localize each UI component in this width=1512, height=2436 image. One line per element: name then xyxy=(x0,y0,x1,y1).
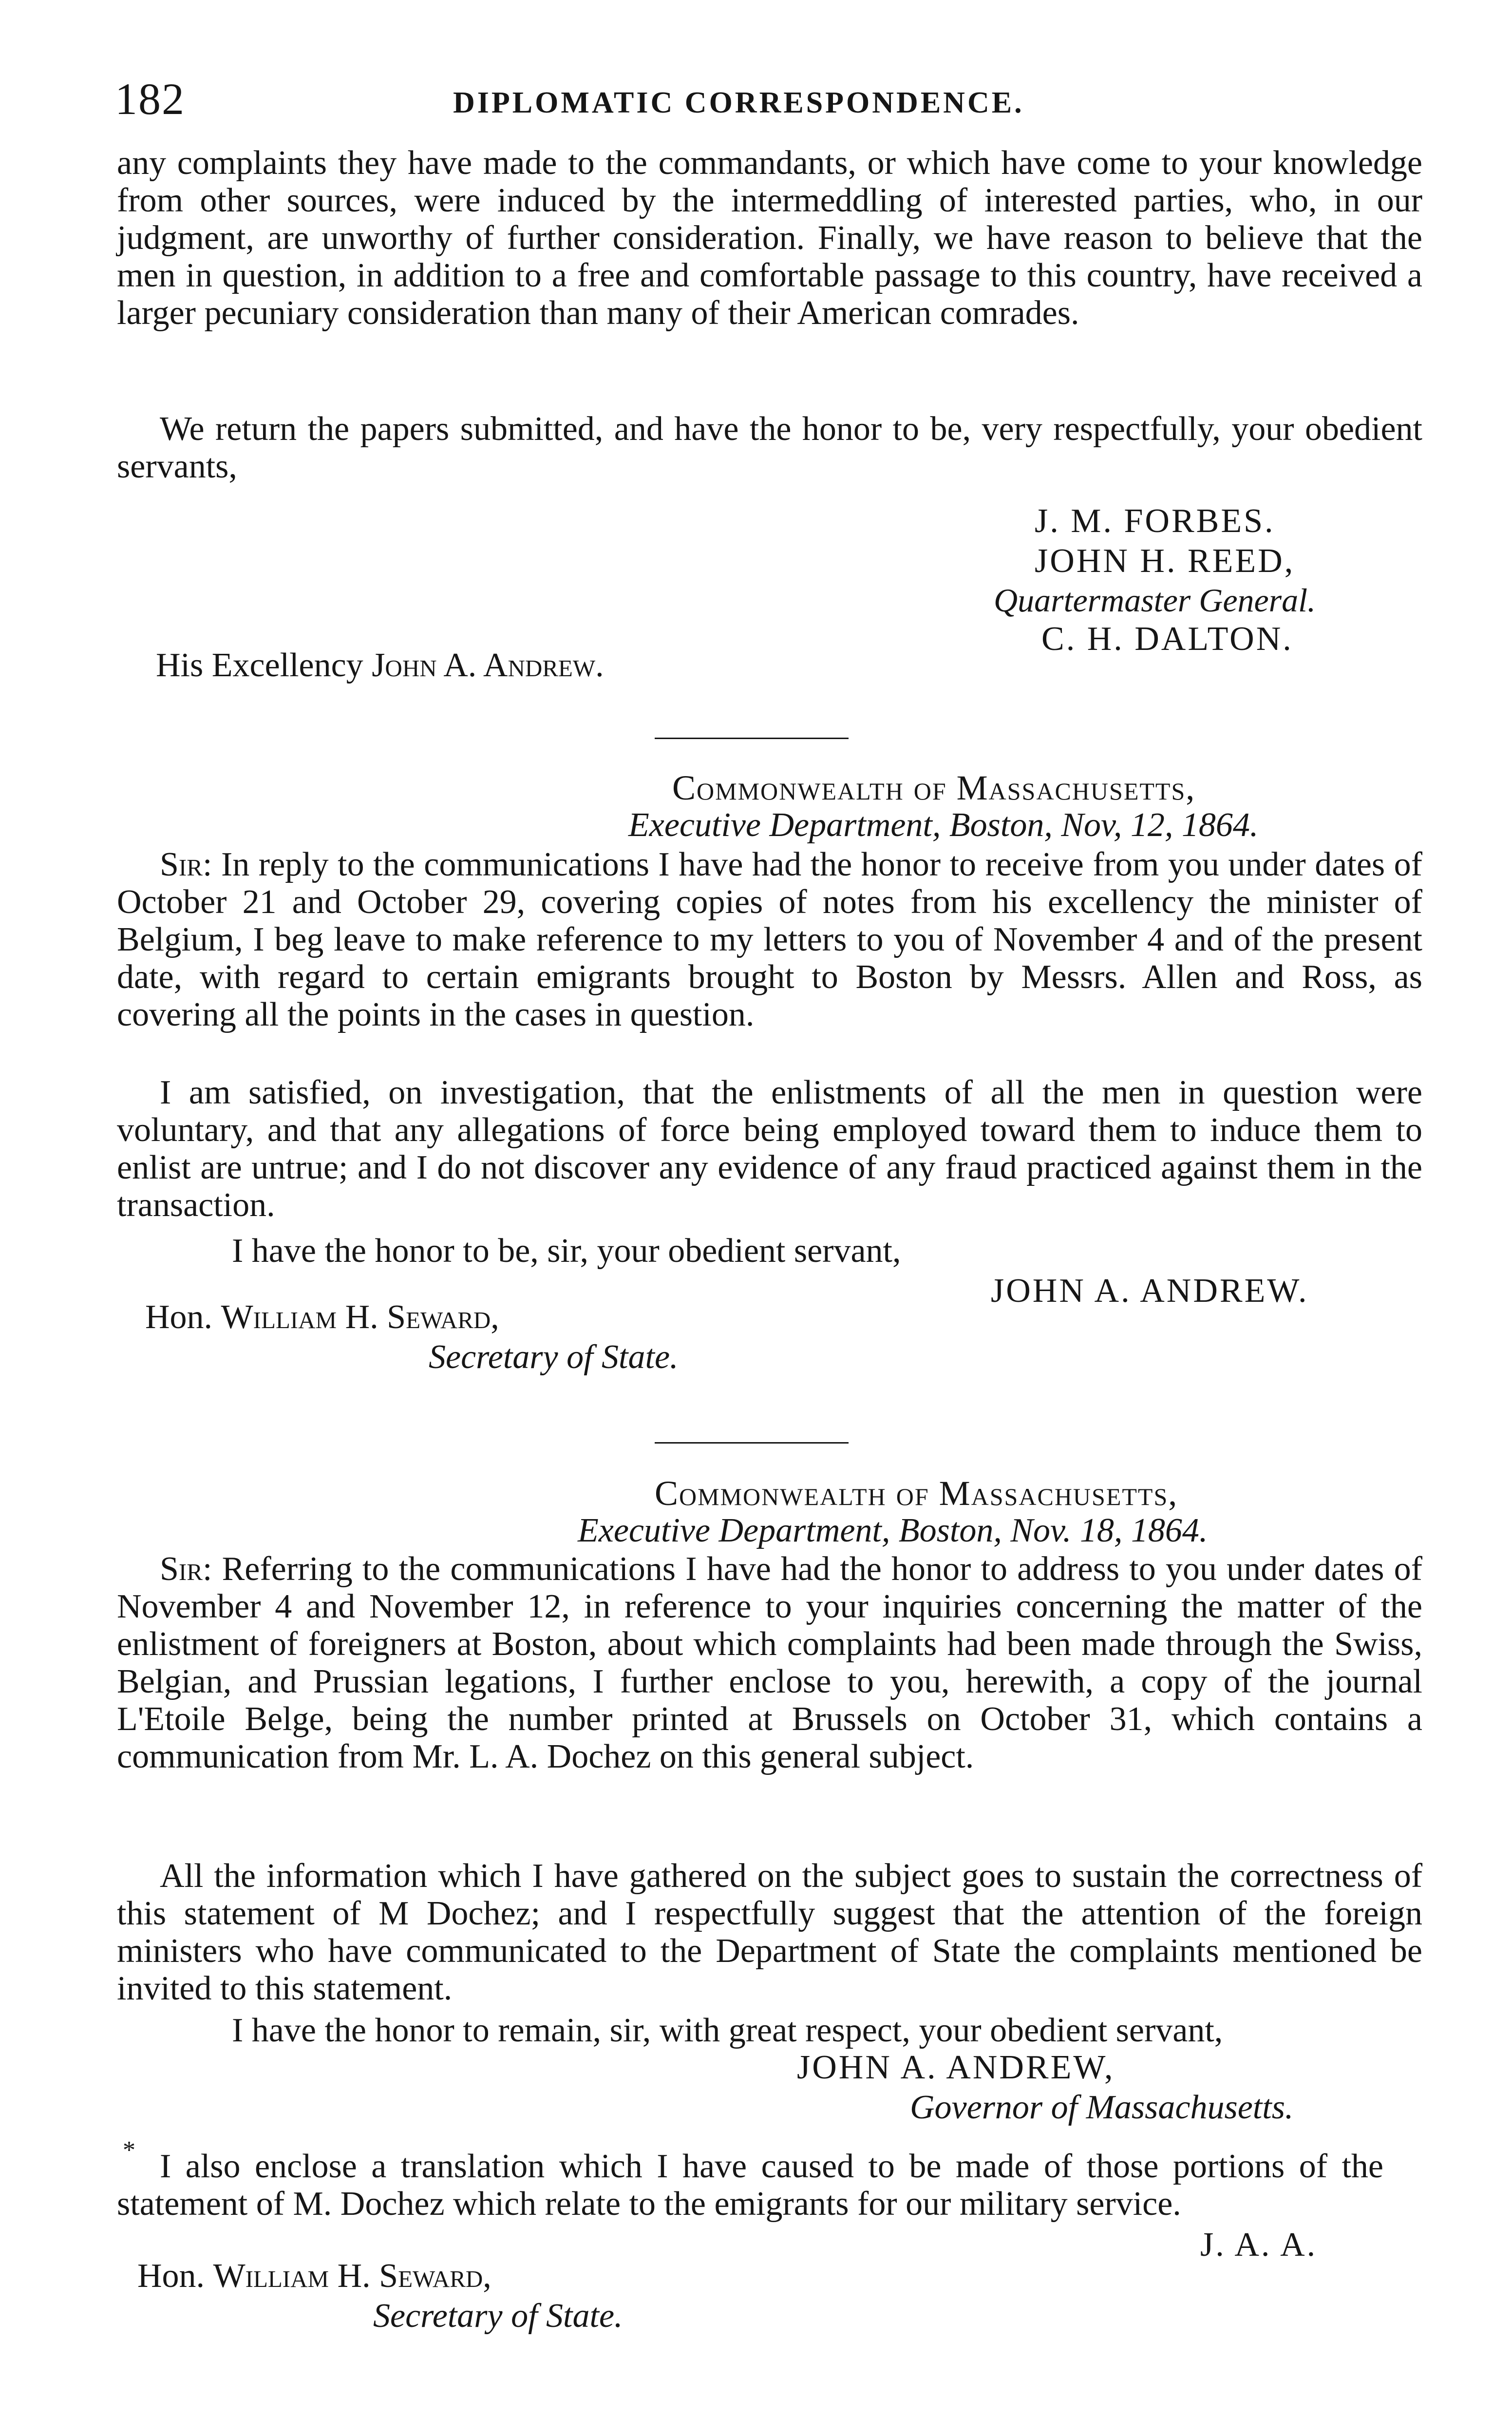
postscript-mark: * xyxy=(123,2136,135,2164)
letter3-paragraph1 xyxy=(117,1550,1422,1775)
salutation: Sir xyxy=(160,1550,203,1588)
running-title: DIPLOMATIC CORRESPONDENCE. xyxy=(453,86,1024,119)
letter3-initials: J. A. A. xyxy=(1200,2226,1318,2264)
signatory-reed: JOHN H. REED, xyxy=(1035,542,1295,580)
letter3-heading: Commonwealth of Massachusetts, xyxy=(655,1474,1178,1513)
letter3-closing: I have the honor to remain, sir, with great respect, your obedient servant, xyxy=(232,2012,1223,2049)
letter3-addressee xyxy=(137,2257,491,2296)
letter2-addressee-title: Secretary of State. xyxy=(429,1338,679,1376)
letter3-paragraph1-text: : Referring to the communications I have had the honor to address to you under dates of November 4 and November 12, in reference to your inquiries concerning the matter of the enlistment of foreigners at Boston, about which complaints had been made through the Swiss, Belgian, and Prussian legations, I further enclose to you, herewith, a copy of the journal L'Etoile Belge, being the number printed at Brussels on October 31, which contains a communication from Mr. L. A. Dochez on this general subject. xyxy=(117,1550,1422,1775)
letter1-addressee xyxy=(156,646,604,685)
letter1-paragraph1: any complaints they have made to the commandants, or which have come to your knowledge from other sources, were induced by the intermeddling of interested parties, who, in our judgment, are unworthy of further consideration. Finally, we have reason to believe that the men in question, in addition to a free and comfortable passage to this country, have received a larger pecuniary consideration than many of their American comrades. xyxy=(117,144,1422,332)
section-divider xyxy=(655,738,849,739)
addressee-name: John A. Andrew. xyxy=(372,647,604,684)
letter2-heading: Commonwealth of Massachusetts, xyxy=(672,768,1196,807)
addressee-name: William H. Seward, xyxy=(213,2257,491,2295)
letter2-signature: JOHN A. ANDREW. xyxy=(991,1272,1309,1310)
signatory-reed-title: Quartermaster General. xyxy=(994,582,1316,619)
signatory-forbes: J. M. FORBES. xyxy=(1035,502,1275,540)
addressee-prefix: His Excellency xyxy=(156,647,372,684)
letter3-paragraph2: All the information which I have gathered on the subject goes to sustain the correctness of this statement of M Dochez; and I respectfully suggest that the attention of the foreign ministers who have communicated to the Department of State the complaints mentioned be invited to this statement. xyxy=(117,1857,1422,2007)
letter1-paragraph2: We return the papers submitted, and have the honor to be, very respectfully, your obedient servants, xyxy=(117,410,1422,485)
salutation: Sir xyxy=(160,846,203,883)
signatory-dalton: C. H. DALTON. xyxy=(1041,620,1293,658)
page-number: 182 xyxy=(115,74,185,124)
letter3-addressee-title: Secretary of State. xyxy=(373,2297,623,2335)
letter2-closing: I have the honor to be, sir, your obedient servant, xyxy=(232,1232,901,1270)
letter2-addressee xyxy=(145,1298,499,1337)
letter3-signature-title: Governor of Massachusetts. xyxy=(910,2089,1294,2126)
letter3-signature: JOHN A. ANDREW, xyxy=(797,2049,1115,2086)
section-divider xyxy=(655,1442,849,1444)
letter2-paragraph2: I am satisfied, on investigation, that the enlistments of all the men in question were voluntary, and that any allegations of force being employed toward them to induce them to enlist are untrue; and I do not discover any evidence of any fraud practiced against them in the transaction. xyxy=(117,1074,1422,1224)
addressee-prefix: Hon. xyxy=(137,2257,213,2295)
letter2-dateline: Executive Department, Boston, Nov, 12, 1864. xyxy=(628,806,1259,844)
letter2-paragraph1-text: : In reply to the communications I have had the honor to receive from you under dates of October 21 and October 29, covering copies of notes from his excellency the minister of Belgium, I beg leave to make reference to my letters to you of November 4 and of the present date, with regard to certain emigrants brought to Boston by Messrs. Allen and Ross, as covering all the points in the cases in question. xyxy=(117,846,1422,1033)
addressee-name: William H. Seward, xyxy=(221,1298,499,1336)
addressee-prefix: Hon. xyxy=(145,1298,221,1336)
letter3-dateline: Executive Department, Boston, Nov. 18, 1864. xyxy=(578,1512,1208,1549)
letter2-paragraph1 xyxy=(117,846,1422,1033)
letter3-postscript: I also enclose a translation which I have caused to be made of those portions of the statement of M. Dochez which relate to the emigrants for our military service. xyxy=(117,2148,1383,2223)
